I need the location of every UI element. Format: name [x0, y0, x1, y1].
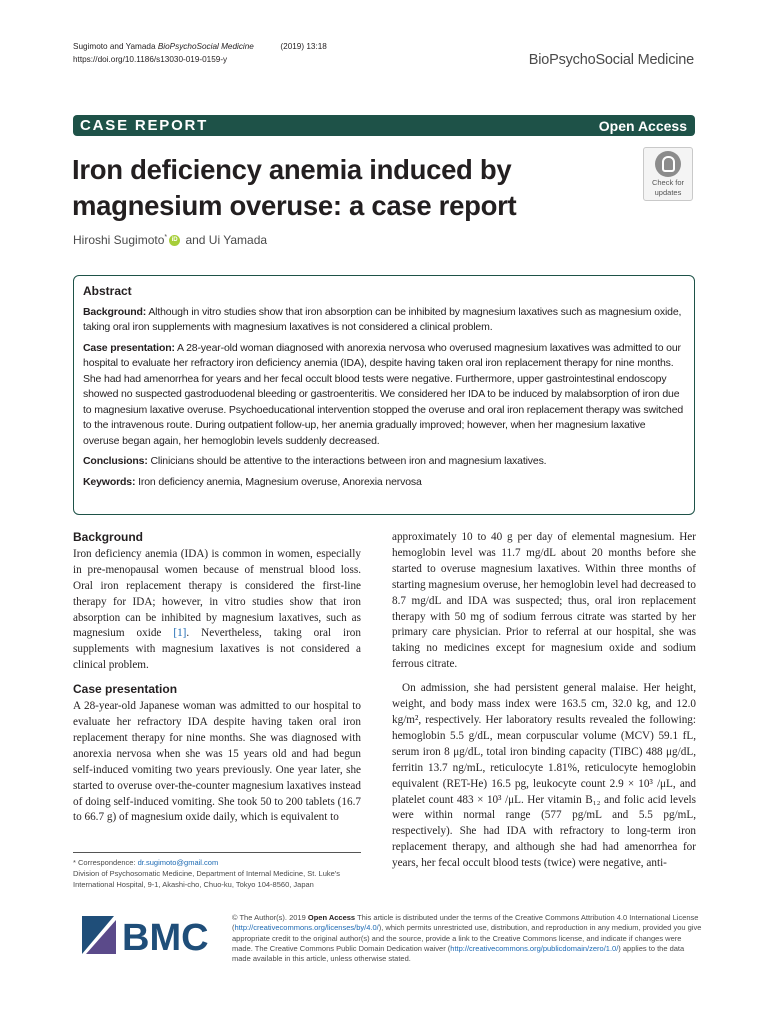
email-link[interactable]: dr.sugimoto@gmail.com [137, 858, 219, 867]
license-t3: ) applies to the data made available in this article, unless otherwise stated. [232, 943, 685, 964]
citation-link[interactable]: [1] [173, 627, 187, 640]
right-paragraph-1: approximately 10 to 40 g per day of elemental magnesium. Her hemoglobin level was 11.7 mg/dL about 20 months before she started to overuse magnesium laxatives. Within three months of starting magnesium overuse, her hemoglobin level had decreased to 8.7 mg/dL and IDA was suspected; thus, oral iron replacement therapy with 50 mg of sodium ferrous citrate was started by her primary care physician. Prior to referral at our hospital, she was taking no medicines except for magnesium oxide and sodium ferrous citrate. [392, 531, 696, 671]
case-paragraph: A 28-year-old Japanese woman was admitted to our hospital to evaluate her refractory IDA despite having taken oral iron replacement therapy for nine months. She was diagnosed with anorexia nervosa when she was 15 years old and had begun self-induced vomiting two years previously. One year later, she started to overuse over-the-counter magnesium laxatives instead of doing self-induced vomiting. She took 50 to 200 tablets (16.7 to 66.7 g) of magnesium oxide daily, which is equivalent to [73, 700, 361, 824]
bmc-logo [82, 912, 217, 958]
open-access-label: Open Access [598, 117, 687, 134]
abstract-case-text: A 28-year-old woman diagnosed with anorexia nervosa who overused magnesium laxatives was admitted to our hospital to evaluate her refractory iron deficiency anemia (IDA), despite having taken oral iron replacement therapy for nine months. She had had amenorrhea for years and her fecal occult blood tests were negative. Furthermore, upper gastrointestinal endoscopy showed no suspected gastroduodenal bleeding or gastroenteritis. We considered her IDA to be induced by malabsorption of iron due to magnesium laxative overuse. Psychoeducational intervention stopped the overuse and oral iron replacement therapy was switched to the intravenous route. During outpatient follow-up, her anemia gradually improved; however, when her magnesium laxative overuse began again, her hemoglobin levels suddenly decreased. [83, 341, 684, 447]
abstract-conclusions-text: Clinicians should be attentive to the interactions between iron and magnesium laxatives. [150, 455, 547, 467]
license-t2: ), which permits unrestricted use, distribution, and reproduction in any medium, provided you give appropriate credit to the original author(s) and the source, provide a link to the Creative Commons license, and indicate if changes were made. The Creative Commons Public Domain Dedication waiver ( [232, 923, 702, 953]
update-icon [655, 151, 681, 177]
author-first[interactable]: Hiroshi Sugimoto [73, 233, 165, 247]
citation-journal: BioPsychoSocial Medicine [157, 42, 254, 51]
background-text: Iron deficiency anemia (IDA) is common in women, especially in pre-menopausal women because of menstrual blood loss. Oral iron replacement therapy is considered the first-line therapy for IDA; however, in vitro studies show that iron absorption can be inhibited by magnesium laxatives, such as magnesium oxide [73, 547, 361, 640]
background-paragraph [73, 547, 361, 674]
abstract-case-label: Case presentation: [83, 341, 175, 354]
article-title: Iron deficiency anemia induced by magnesium overuse: a case report [72, 154, 517, 221]
background-text-end: . Nevertheless, taking oral iron supplements with magnesium laxatives is not considered a clinical problem. [73, 627, 361, 672]
right-paragraph-2: On admission, she had persistent general malaise. Her height, weight, and body mass index were 163.5 cm, 32.0 kg, and 12.0 kg/m², respectively. Her laboratory results revealed the following: hemoglobin 5.5 g/dL, mean corpuscular volume (MCV) 59.1 fL, serum iron 8 μg/dL, total iron binding capacity (TIBC) 488 μg/dL, ferritin 13.7 ng/mL, reticulocyte 1.81%, reticulocyte hemoglobin equivalent (RET-He) 16.5 pg, leukocyte count 2.9 × 10³ /μL, and platelet count 483 × 10³ /μL. Her vitamin B₁₂ and folic acid levels were within normal range (577 pg/mL and 5.5 pg/mL, respectively). She had IDA with refractory to long-term iron replacement therapy, and although she had had amenorrhea for years, her fecal occult blood tests (twice) were negative, anti- [392, 682, 696, 870]
corresponding-marker: * [164, 234, 168, 241]
running-header [73, 41, 327, 66]
journal-brand: BioPsychoSocial Medicine [528, 52, 694, 68]
orcid-icon[interactable]: iD [169, 235, 180, 246]
bmc-logo-text: BMC [122, 917, 209, 958]
check-for-updates-line1: Check for [651, 178, 685, 187]
abstract-box [73, 275, 695, 515]
license-url-1[interactable]: http://creativecommons.org/licenses/by/4.0/ [234, 923, 379, 933]
abstract-conclusions [83, 454, 684, 470]
body-column-left [73, 530, 361, 834]
affiliation: Division of Psychosomatic Medicine, Department of Internal Medicine, St. Luke's International Hospital, 9-1, Akashi-cho, Chuo-ku, Tokyo 104-8560, Japan [73, 869, 340, 889]
abstract-keywords-label: Keywords: [83, 475, 136, 488]
license-open-access: Open Access [307, 913, 356, 922]
check-for-updates-badge[interactable] [643, 147, 693, 201]
license-t1: This article is distributed under the terms of the Creative Commons Attribution 4.0 International License ( [232, 913, 699, 933]
body-column-right [392, 530, 696, 880]
abstract-keywords-text: Iron deficiency anemia, Magnesium overuse, Anorexia nervosa [138, 475, 422, 488]
license-url-2[interactable]: http://creativecommons.org/publicdomain/zero/1.0/ [450, 943, 619, 953]
license-text [232, 913, 702, 964]
abstract-background-label: Background: [83, 305, 147, 318]
author-list [73, 233, 267, 247]
abstract-case [83, 341, 684, 450]
abstract-conclusions-label: Conclusions: [83, 455, 148, 467]
abstract-heading: Abstract [83, 284, 132, 298]
footnote [73, 852, 361, 890]
abstract-background [83, 305, 684, 336]
license-prefix: © The Author(s). 2019 [232, 913, 306, 922]
bmc-logo-mark [82, 912, 217, 958]
article-type: CASE REPORT [80, 117, 209, 134]
citation-authors: Sugimoto and Yamada [73, 42, 156, 51]
article-type-banner [73, 115, 695, 136]
check-for-updates-line2: updates [654, 188, 682, 197]
abstract-background-text: Although in vitro studies show that iron absorption can be inhibited by magnesium laxatives such as magnesium oxide, taking oral iron supplements with magnesium laxatives is not considered a clinical problem. [83, 305, 682, 333]
abstract-keywords [83, 475, 684, 491]
author-rest[interactable]: and Ui Yamada [185, 233, 268, 247]
doi-link[interactable]: https://doi.org/10.1186/s13030-019-0159-y [73, 54, 228, 64]
background-heading: Background [73, 530, 144, 544]
correspondence-label: * Correspondence: [73, 858, 136, 867]
case-heading: Case presentation [73, 682, 178, 697]
citation-year: (2019) 13:18 [280, 42, 327, 51]
